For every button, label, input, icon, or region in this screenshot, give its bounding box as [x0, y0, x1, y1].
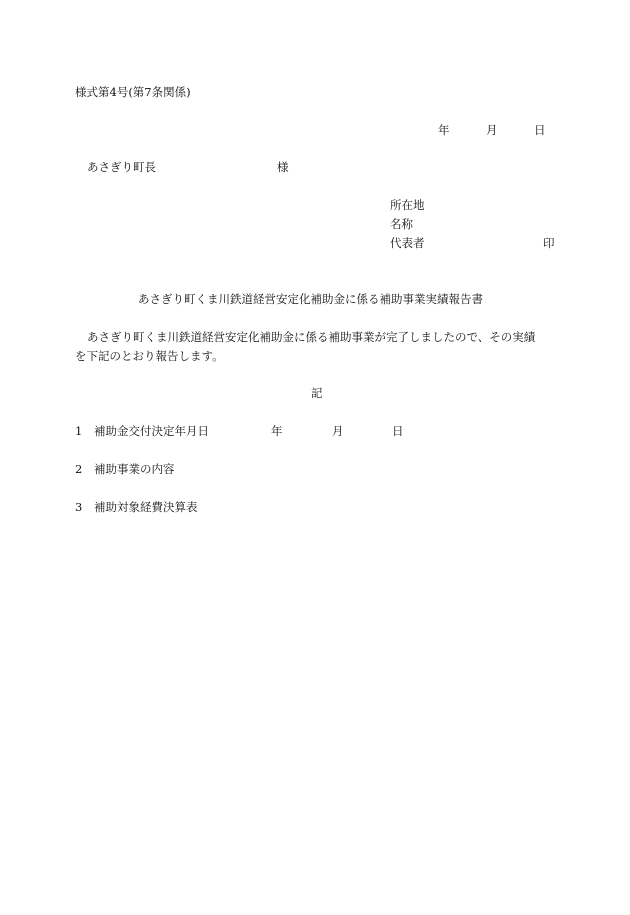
form-label: 様式第4号(第7条関係)	[75, 85, 191, 99]
item-2-number: 2	[75, 462, 83, 476]
item-2-label: 補助事業の内容	[94, 462, 175, 476]
item-3-number: 3	[75, 500, 83, 514]
name-label: 名称	[390, 217, 413, 231]
seal-mark: 印	[543, 236, 555, 250]
date-day: 日	[534, 123, 546, 137]
ki-heading: 記	[311, 386, 323, 400]
item-1-year: 年	[271, 424, 283, 438]
item-1-label: 補助金交付決定年月日	[94, 424, 209, 438]
body-line-1: あさぎり町くま川鉄道経営安定化補助金に係る補助事業が完了しましたので、その実績	[87, 330, 536, 344]
addressee-name: あさぎり町長	[87, 160, 156, 174]
date-year: 年	[438, 123, 450, 137]
addressee-honorific: 様	[277, 160, 289, 174]
representative-label: 代表者	[390, 236, 425, 250]
body-line-2: を下記のとおり報告します。	[75, 349, 224, 363]
item-3-label: 補助対象経費決算表	[94, 500, 198, 514]
document-title: あさぎり町くま川鉄道経営安定化補助金に係る補助事業実績報告書	[138, 292, 483, 306]
address-label: 所在地	[390, 198, 425, 212]
item-1-day: 日	[392, 424, 404, 438]
item-1-number: 1	[75, 424, 83, 438]
item-1-month: 月	[332, 424, 344, 438]
date-month: 月	[486, 123, 498, 137]
